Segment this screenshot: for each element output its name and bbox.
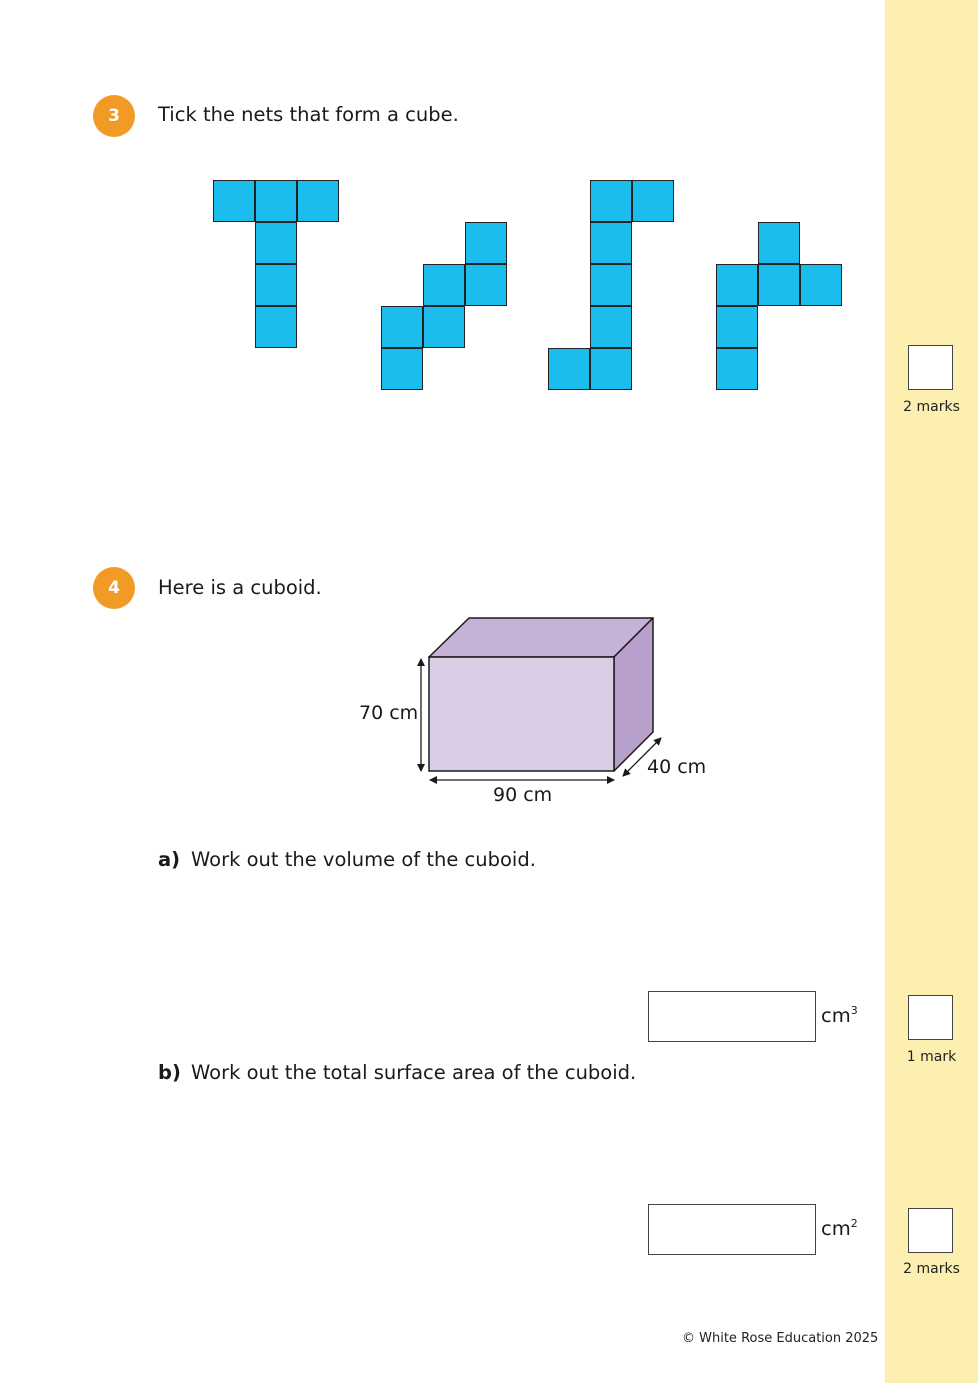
part-a-text: Work out the volume of the cuboid. bbox=[191, 848, 536, 871]
volume-unit-base: cm bbox=[821, 1004, 851, 1027]
surface-area-unit-base: cm bbox=[821, 1217, 851, 1240]
part-b-text: Work out the total surface area of the cuboid. bbox=[191, 1061, 637, 1084]
net-square bbox=[758, 264, 800, 306]
net-square bbox=[716, 348, 758, 390]
net-square bbox=[548, 348, 590, 390]
net-square bbox=[423, 306, 465, 348]
question-3-badge bbox=[93, 95, 135, 137]
net-square bbox=[590, 180, 632, 222]
part-b-letter: b) bbox=[158, 1061, 181, 1084]
part-b-mark-box[interactable] bbox=[908, 1208, 953, 1253]
net-square bbox=[297, 180, 339, 222]
width-label: 90 cm bbox=[493, 784, 553, 806]
surface-area-answer-box[interactable] bbox=[648, 1204, 816, 1255]
height-label: 70 cm bbox=[359, 702, 419, 724]
part-b-marks-label: 2 marks bbox=[903, 1261, 960, 1277]
net-square bbox=[255, 222, 297, 264]
net-square bbox=[758, 222, 800, 264]
net-square bbox=[800, 264, 842, 306]
net-square bbox=[590, 264, 632, 306]
net-square bbox=[255, 264, 297, 306]
cuboid-diagram bbox=[340, 605, 720, 815]
question-4-number: 4 bbox=[108, 578, 120, 598]
part-b-question bbox=[158, 1061, 636, 1084]
depth-label: 40 cm bbox=[647, 756, 707, 778]
net-square bbox=[632, 180, 674, 222]
net-square bbox=[465, 222, 507, 264]
surface-area-unit-power: 2 bbox=[850, 1217, 858, 1230]
net-square bbox=[590, 306, 632, 348]
volume-unit-power: 3 bbox=[850, 1004, 858, 1017]
question-4-badge bbox=[93, 567, 135, 609]
net-square bbox=[465, 264, 507, 306]
part-a-marks-label: 1 mark bbox=[906, 1049, 957, 1065]
net-square bbox=[255, 306, 297, 348]
marks-margin bbox=[885, 0, 978, 1383]
net-square bbox=[590, 222, 632, 264]
part-a-question bbox=[158, 848, 536, 871]
question-3-prompt: Tick the nets that form a cube. bbox=[158, 103, 459, 126]
copyright-footer: © White Rose Education 2025 bbox=[682, 1331, 879, 1346]
net-square bbox=[716, 264, 758, 306]
question-3-marks-label: 2 marks bbox=[903, 399, 960, 415]
cuboid-front-face bbox=[429, 657, 614, 771]
question-3-mark-box[interactable] bbox=[908, 345, 953, 390]
net-square bbox=[590, 348, 632, 390]
volume-unit bbox=[821, 1004, 858, 1027]
net-square bbox=[381, 306, 423, 348]
net-square bbox=[423, 264, 465, 306]
question-4-prompt: Here is a cuboid. bbox=[158, 576, 322, 599]
surface-area-unit bbox=[821, 1217, 858, 1240]
net-square bbox=[255, 180, 297, 222]
part-a-letter: a) bbox=[158, 848, 181, 871]
question-3-number: 3 bbox=[108, 106, 120, 126]
net-square bbox=[381, 348, 423, 390]
part-a-mark-box[interactable] bbox=[908, 995, 953, 1040]
volume-answer-box[interactable] bbox=[648, 991, 816, 1042]
net-square bbox=[213, 180, 255, 222]
net-square bbox=[716, 306, 758, 348]
